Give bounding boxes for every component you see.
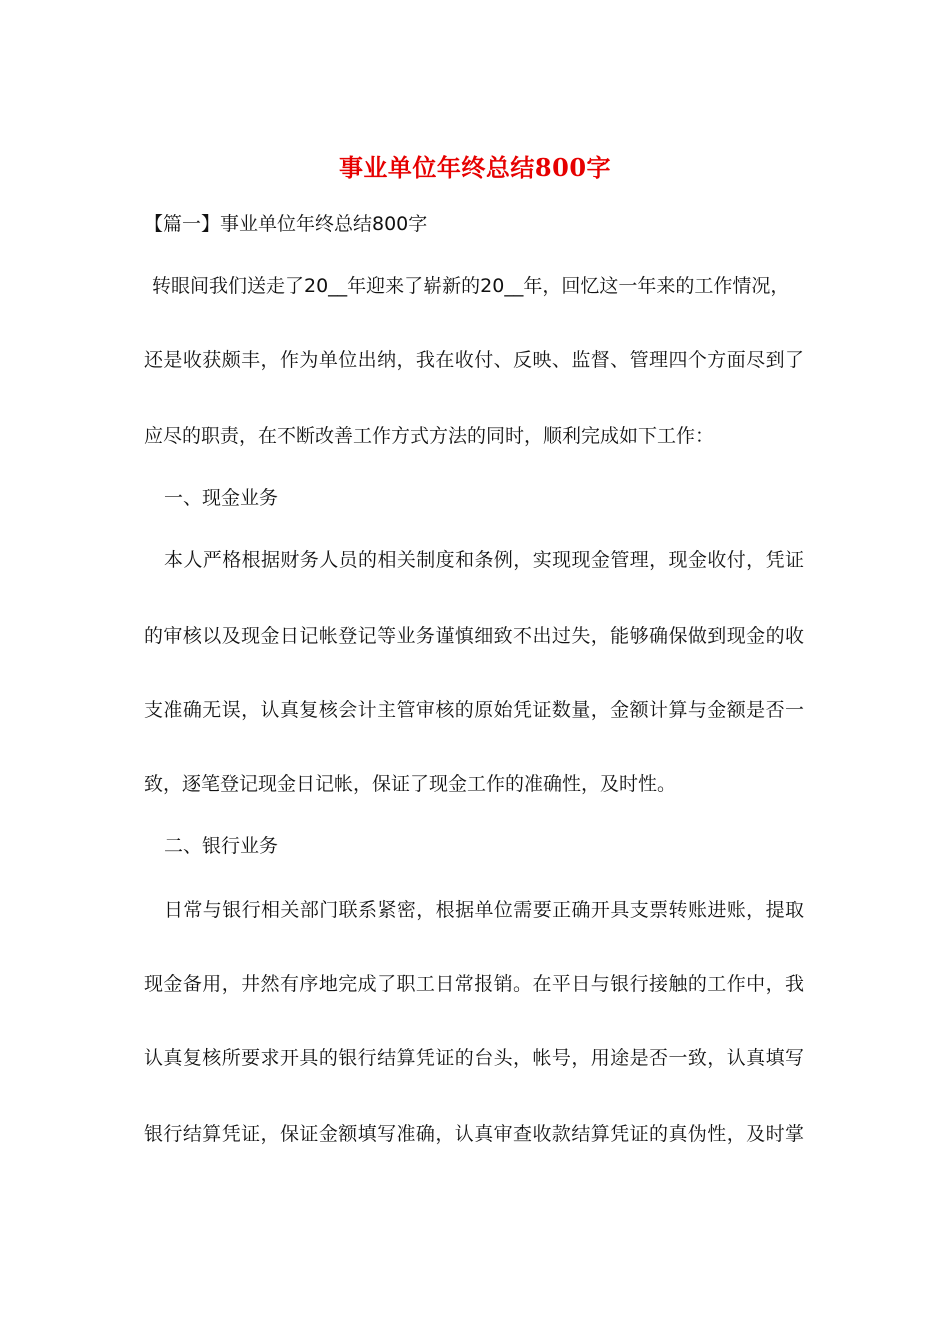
section-subtitle: 【篇一】事业单位年终总结800字 xyxy=(144,213,428,235)
paragraph-line: 应尽的职责，在不断改善工作方式方法的同时，顺利完成如下工作： xyxy=(144,425,715,447)
paragraph-line: 转眼间我们送走了20__年迎来了崭新的20__年，回忆这一年来的工作情况， xyxy=(152,275,790,297)
paragraph-line: 银行结算凭证，保证金额填写准确，认真审查收款结算凭证的真伪性，及时掌 xyxy=(144,1123,804,1145)
paragraph-line: 现金备用，井然有序地完成了职工日常报销。在平日与银行接触的工作中，我 xyxy=(144,973,804,995)
paragraph-line: 致，逐笔登记现金日记帐，保证了现金工作的准确性，及时性。 xyxy=(144,773,677,795)
paragraph-line: 本人严格根据财务人员的相关制度和条例，实现现金管理，现金收付，凭证 xyxy=(164,549,804,571)
paragraph-line: 认真复核所要求开具的银行结算凭证的台头，帐号，用途是否一致，认真填写 xyxy=(144,1047,804,1069)
section-heading-bank: 二、银行业务 xyxy=(164,835,279,857)
paragraph-line: 的审核以及现金日记帐登记等业务谨慎细致不出过失，能够确保做到现金的收 xyxy=(144,625,804,647)
paragraph-line: 日常与银行相关部门联系紧密，根据单位需要正确开具支票转账进账，提取 xyxy=(164,899,804,921)
paragraph-line: 还是收获颇丰，作为单位出纳，我在收付、反映、监督、管理四个方面尽到了 xyxy=(144,349,804,371)
section-heading-cash: 一、现金业务 xyxy=(164,487,279,509)
paragraph-line: 支准确无误，认真复核会计主管审核的原始凭证数量，金额计算与金额是否一 xyxy=(144,699,804,721)
document-title: 事业单位年终总结800字 xyxy=(338,153,612,182)
